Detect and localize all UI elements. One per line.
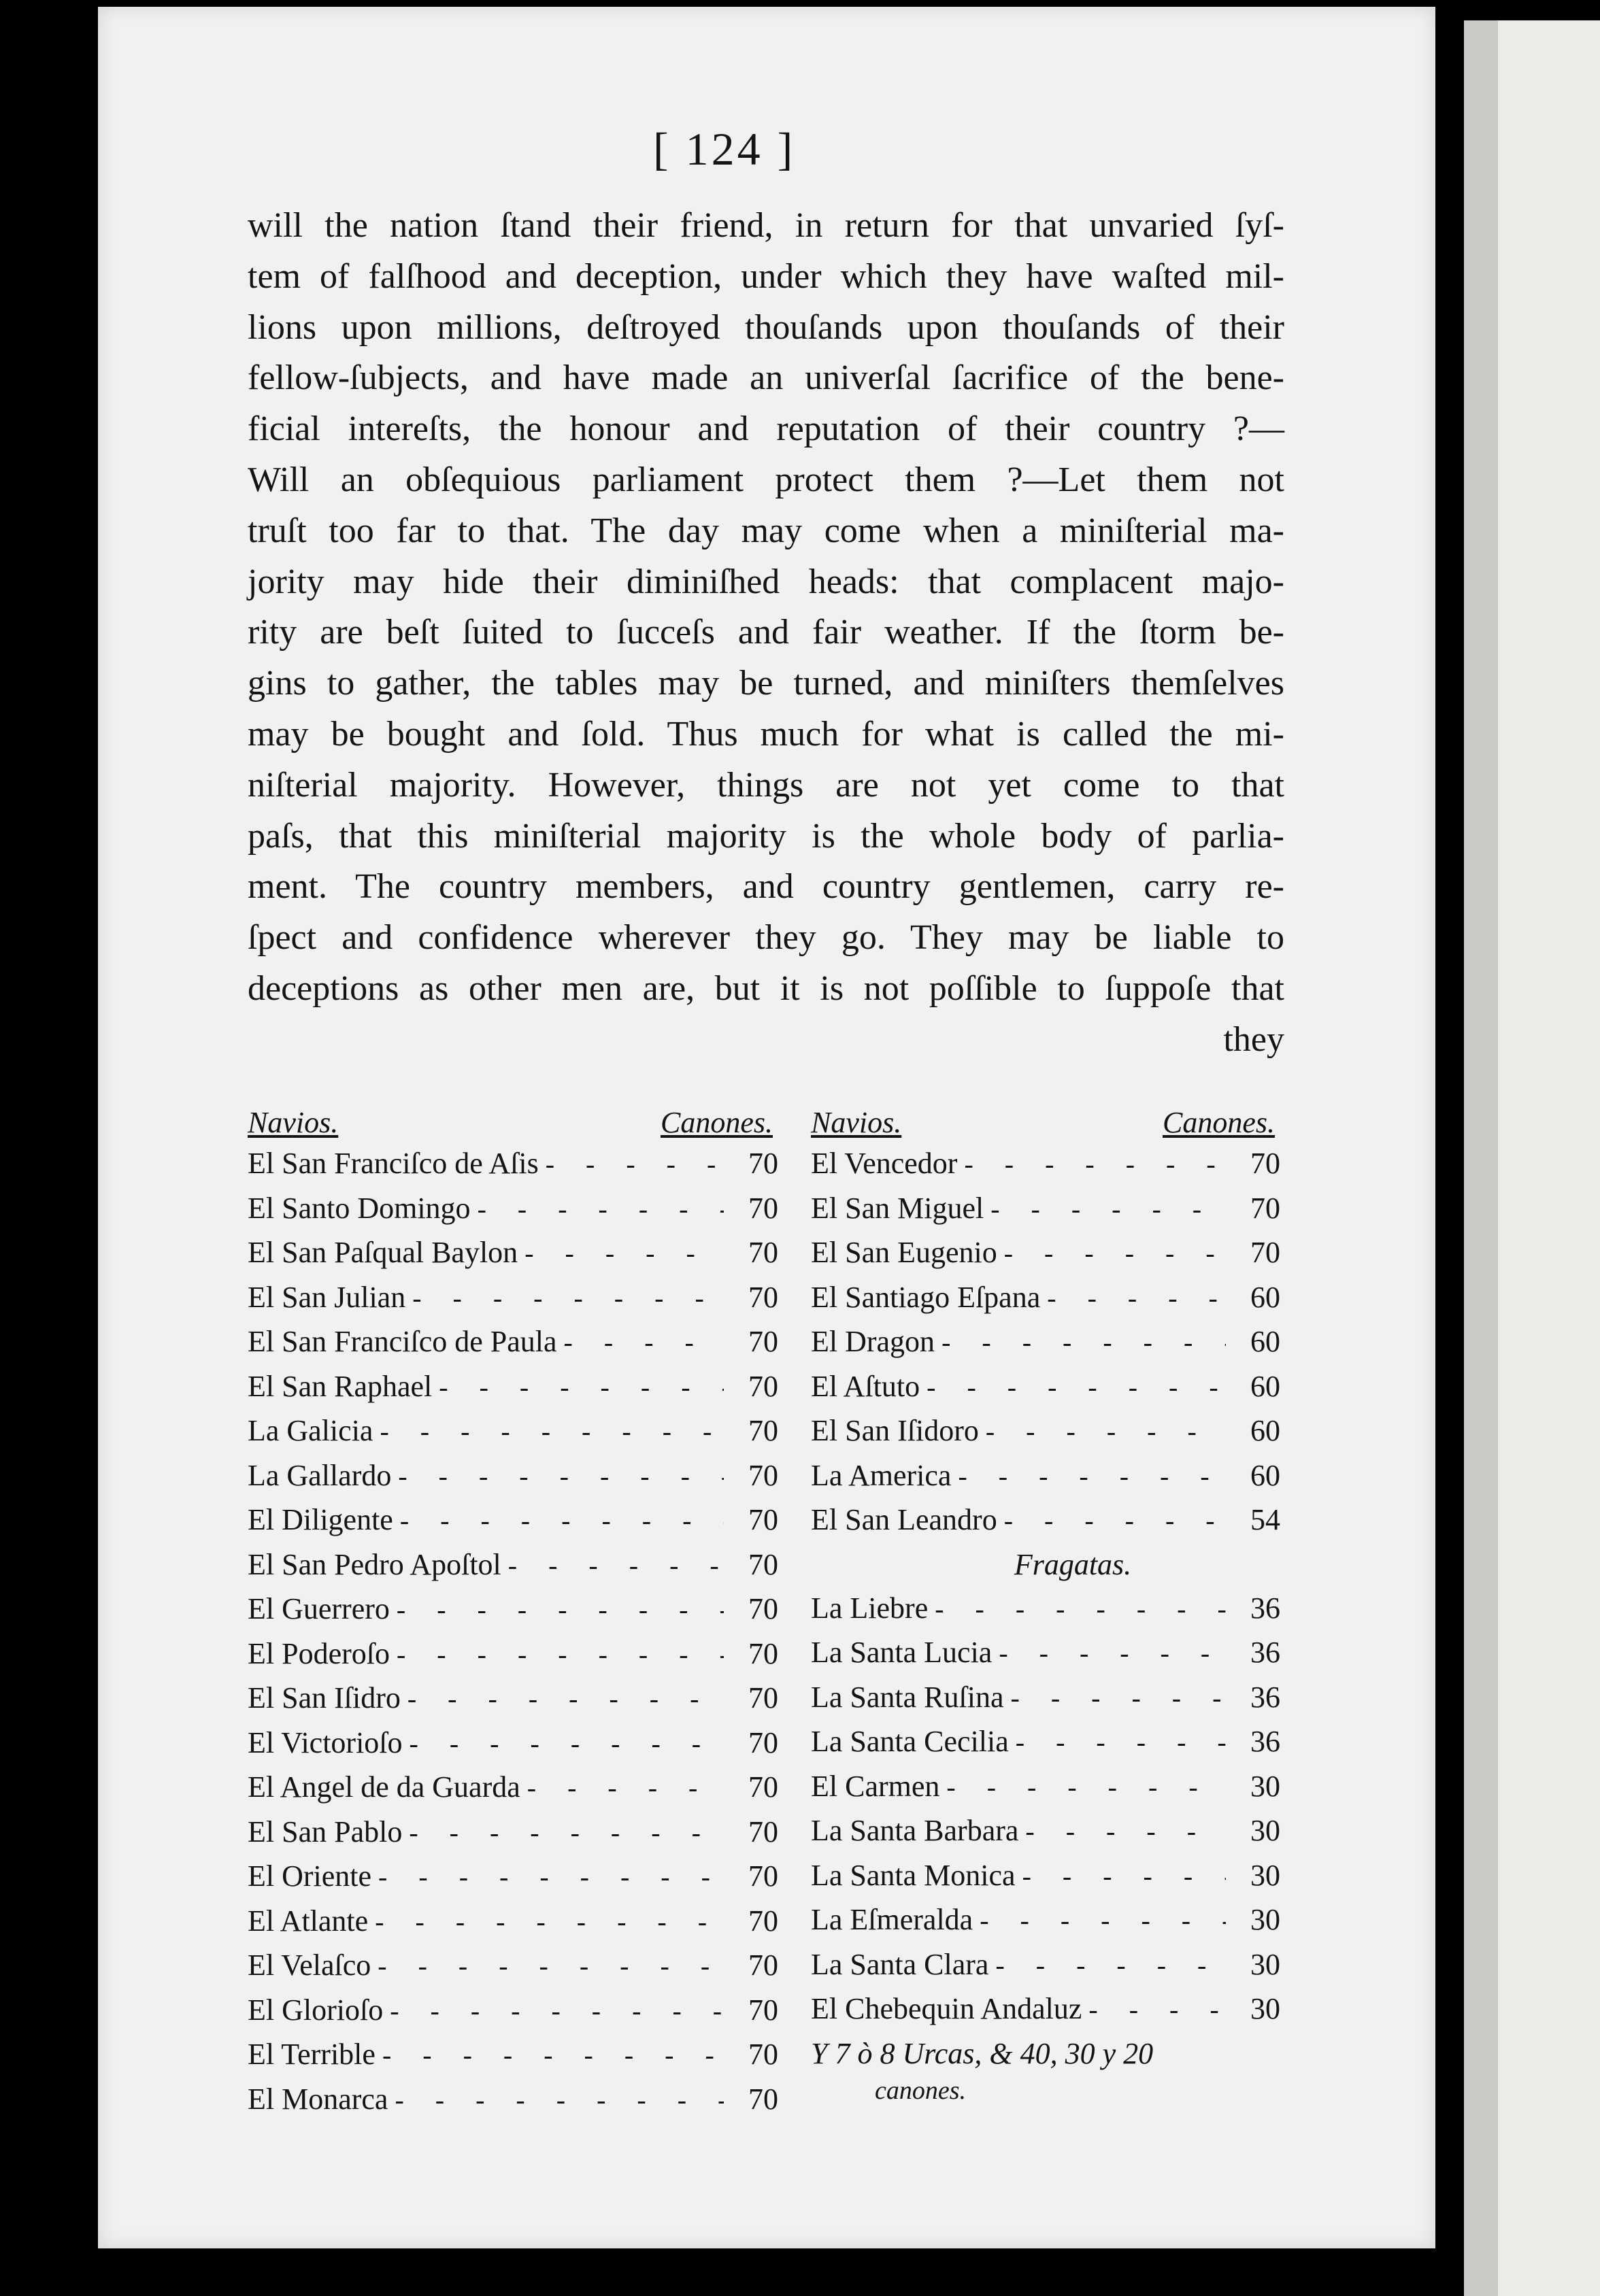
text-line: will the nation ſtand their friend, in return for that unvaried ſyſ- <box>248 206 1284 245</box>
ship-name: La Santa Monica <box>811 1858 1016 1892</box>
dot-leader <box>407 1683 724 1715</box>
ship-name: La Gallardo <box>248 1458 392 1492</box>
dot-leader <box>380 1415 724 1447</box>
ship-name: La Galicia <box>248 1414 373 1447</box>
ship-row <box>811 1324 1280 1369</box>
ship-row <box>248 2037 778 2082</box>
gun-count: 30 <box>1250 1814 1280 1847</box>
gun-count: 60 <box>1250 1280 1280 1314</box>
text-line: niſterial majority. However, things are not yet come to that <box>248 765 1284 805</box>
dot-leader <box>564 1326 724 1358</box>
gun-count: 70 <box>748 1191 778 1225</box>
dot-leader <box>409 1817 724 1848</box>
gun-count: 30 <box>1250 1769 1280 1803</box>
ship-name: El Santiago Eſpana <box>811 1280 1041 1314</box>
ship-name: El San Pedro Apoſtol <box>248 1547 501 1581</box>
ship-row <box>248 1948 778 1993</box>
gun-count: 70 <box>748 1770 778 1804</box>
text-line: may be bought and ſold. Thus much for what is called the mi- <box>248 714 1284 754</box>
frigates-subheading: Fragatas. <box>1014 1547 1132 1581</box>
gun-count: 70 <box>748 1236 778 1269</box>
dot-leader <box>935 1593 1226 1625</box>
ship-name: El Terrible <box>248 2038 376 2071</box>
gun-count: 54 <box>1250 1503 1280 1536</box>
text-line: deceptions as other men are, but it is not poſſible to ſuppoſe that <box>248 968 1284 1008</box>
ship-row <box>811 1813 1280 1858</box>
dot-leader <box>410 1727 724 1759</box>
ship-row <box>811 1902 1280 1947</box>
ship-name: El Diligente <box>248 1503 393 1536</box>
header-ships: Navios. <box>248 1106 339 1139</box>
dot-leader <box>412 1282 724 1314</box>
gun-count: 70 <box>748 1147 778 1180</box>
footnote-line: Y 7 ò 8 Urcas, & 40, 30 y 20 <box>811 2036 1154 2070</box>
ship-name: El San Pablo <box>248 1814 403 1848</box>
gun-count: 70 <box>748 1681 778 1715</box>
ship-row <box>811 1724 1280 1769</box>
dot-leader <box>390 1995 724 2027</box>
gun-count: 36 <box>1250 1636 1280 1669</box>
gun-count: 36 <box>1250 1680 1280 1714</box>
ship-row <box>811 1680 1280 1725</box>
ship-name: El Aſtuto <box>811 1369 920 1403</box>
dot-leader <box>941 1326 1226 1358</box>
dot-leader <box>1011 1682 1227 1714</box>
dot-leader <box>986 1415 1226 1447</box>
ship-row <box>811 1635 1280 1680</box>
ship-name: El Dragon <box>811 1325 935 1358</box>
ship-name: La Santa Lucia <box>811 1636 993 1669</box>
dot-leader <box>1022 1860 1226 1892</box>
ship-row <box>811 1458 1280 1503</box>
gun-count: 70 <box>748 2038 778 2071</box>
ship-row <box>811 1235 1280 1280</box>
dot-leader <box>398 1460 724 1492</box>
dot-leader <box>395 2084 724 2116</box>
ship-row <box>248 1324 778 1369</box>
ship-name: El Carmen <box>811 1769 940 1803</box>
gun-count: 30 <box>1250 1903 1280 1936</box>
gun-count: 60 <box>1250 1325 1280 1358</box>
dot-leader <box>1004 1237 1226 1269</box>
ship-name: El San Raphael <box>248 1369 433 1403</box>
gun-count: 70 <box>748 1280 778 1314</box>
dot-leader <box>378 1861 724 1893</box>
ship-row <box>811 1591 1280 1636</box>
ship-name: El San Iſidro <box>248 1681 401 1715</box>
ship-row <box>811 1858 1280 1903</box>
dot-leader <box>964 1148 1226 1180</box>
gun-count: 70 <box>748 2082 778 2116</box>
ship-row <box>811 1413 1280 1458</box>
page-number: [ 124 ] <box>653 123 796 175</box>
dot-leader <box>958 1460 1226 1492</box>
ship-row <box>811 1947 1280 1992</box>
ship-name: El San Leandro <box>811 1503 997 1536</box>
dot-leader <box>546 1148 724 1180</box>
dot-leader <box>1088 1993 1226 2025</box>
gun-count: 60 <box>1250 1458 1280 1492</box>
ship-name: El Chebequin Andaluz <box>811 1992 1082 2025</box>
ship-row <box>248 1636 778 1681</box>
gun-count: 70 <box>1250 1147 1280 1180</box>
gun-count: 70 <box>748 1458 778 1492</box>
ship-name: El Vencedor <box>811 1147 958 1180</box>
ship-name: La Santa Clara <box>811 1947 989 1981</box>
ship-row <box>248 1770 778 1814</box>
ship-name: El San Miguel <box>811 1191 984 1225</box>
dot-leader <box>400 1504 724 1536</box>
text-line: ſpect and confidence wherever they go. They may be liable to <box>248 918 1284 958</box>
ship-name: El Poderoſo <box>248 1636 390 1670</box>
ship-row <box>248 1591 778 1636</box>
ship-row <box>248 1725 778 1770</box>
ship-row <box>248 1681 778 1725</box>
dot-leader <box>382 2039 724 2071</box>
gun-count: 36 <box>1250 1725 1280 1758</box>
gun-count: 30 <box>1250 1858 1280 1892</box>
text-line: tem of falſhood and deception, under which they have waſted mil- <box>248 256 1284 296</box>
text-line: ficial intereſts, the honour and reputation of their country ?— <box>248 409 1284 449</box>
ship-name: La Eſmeralda <box>811 1903 973 1936</box>
ship-row <box>248 1814 778 1859</box>
gun-count: 70 <box>748 1325 778 1358</box>
text-line: lions upon millions, deſtroyed thouſands upon thouſands of their <box>248 307 1284 347</box>
text-line: jority may hide their diminiſhed heads: that complacent majo- <box>248 562 1284 601</box>
gun-count: 70 <box>748 1904 778 1938</box>
ship-name: El San Julian <box>248 1280 406 1314</box>
ship-name: La Liebre <box>811 1591 929 1625</box>
gun-count: 70 <box>748 1414 778 1447</box>
body-paragraph <box>248 201 1284 1066</box>
dot-leader <box>508 1549 724 1581</box>
dot-leader <box>1016 1726 1226 1758</box>
ship-row <box>811 1369 1280 1414</box>
header-guns: Canones. <box>1163 1106 1275 1139</box>
ship-row <box>248 1547 778 1592</box>
dot-leader <box>397 1593 724 1625</box>
ship-name: La America <box>811 1458 952 1492</box>
ship-row <box>248 1502 778 1547</box>
ship-name: El Monarca <box>248 2082 388 2116</box>
text-line: fellow-ſubjects, and have made an univerſal ſacrifice of the bene- <box>248 358 1284 398</box>
ship-name: El San Paſqual Baylon <box>248 1236 518 1269</box>
gun-count: 30 <box>1250 1992 1280 2025</box>
ship-row <box>248 1280 778 1325</box>
ship-name: El San Eugenio <box>811 1236 997 1269</box>
dot-leader <box>990 1193 1226 1225</box>
facing-page-edge <box>1464 20 1600 2296</box>
header-ships: Navios. <box>811 1106 902 1139</box>
ship-name: El Santo Domingo <box>248 1191 471 1225</box>
ship-name: El Velaſco <box>248 1948 371 1982</box>
column-header <box>811 1105 1280 1146</box>
gun-count: 70 <box>748 1993 778 2027</box>
dot-leader <box>478 1193 724 1225</box>
ship-row <box>248 1859 778 1904</box>
dot-leader <box>980 1904 1226 1936</box>
dot-leader <box>527 1772 724 1804</box>
dot-leader <box>927 1371 1226 1403</box>
ship-name: El Victorioſo <box>248 1725 403 1759</box>
ship-row <box>811 1769 1280 1814</box>
dot-leader <box>1004 1504 1226 1536</box>
gun-count: 30 <box>1250 1947 1280 1981</box>
gun-count: 70 <box>1250 1191 1280 1225</box>
ship-row <box>248 2082 778 2127</box>
gun-count: 70 <box>748 1725 778 1759</box>
gun-count: 70 <box>748 1814 778 1848</box>
ship-row <box>248 1458 778 1503</box>
dot-leader <box>1025 1815 1226 1847</box>
dot-leader <box>524 1237 724 1269</box>
dot-leader <box>946 1771 1226 1803</box>
text-line: rity are beſt ſuited to ſucceſs and fair weather. If the ſtorm be- <box>248 613 1284 652</box>
dot-leader <box>995 1949 1226 1981</box>
column-header <box>248 1105 778 1146</box>
gun-count: 36 <box>1250 1591 1280 1625</box>
gun-count: 60 <box>1250 1414 1280 1447</box>
ship-name: El Guerrero <box>248 1592 390 1625</box>
gun-count: 60 <box>1250 1369 1280 1403</box>
dot-leader <box>378 1950 724 1982</box>
footnote-line: canones. <box>875 2076 967 2105</box>
dot-leader <box>1047 1282 1226 1314</box>
dot-leader <box>439 1371 724 1403</box>
ship-row <box>811 1280 1280 1325</box>
gun-count: 70 <box>1250 1236 1280 1269</box>
dot-leader <box>999 1637 1226 1669</box>
ship-name: La Santa Ruſina <box>811 1680 1004 1714</box>
ship-row <box>248 1413 778 1458</box>
ship-row <box>811 1146 1280 1191</box>
gun-count: 70 <box>748 1948 778 1982</box>
ship-row <box>248 1993 778 2038</box>
fleet-column-left <box>248 1105 778 2126</box>
ship-name: El Oriente <box>248 1859 372 1893</box>
ship-name: El Glorioſo <box>248 1993 384 2027</box>
ship-row <box>248 1369 778 1414</box>
ship-row <box>811 1502 1280 1547</box>
text-line: gins to gather, the tables may be turned, and miniſters themſelves <box>248 664 1284 703</box>
text-line: ment. The country members, and country gentlemen, carry re- <box>248 867 1284 907</box>
ship-name: El San Iſidoro <box>811 1414 979 1447</box>
gun-count: 70 <box>748 1636 778 1670</box>
ship-row <box>248 1191 778 1236</box>
ship-name: El San Franciſco de Paula <box>248 1325 557 1358</box>
ship-name: El San Franciſco de Aſis <box>248 1147 539 1180</box>
text-line: truſt too far to that. The day may come when a miniſterial ma- <box>248 511 1284 550</box>
ship-row <box>811 1191 1280 1236</box>
gun-count: 70 <box>748 1859 778 1893</box>
dot-leader <box>375 1906 724 1938</box>
ship-name: El Atlante <box>248 1904 369 1938</box>
gun-count: 70 <box>748 1369 778 1403</box>
ship-name: El Angel de da Guarda <box>248 1770 520 1804</box>
ship-row <box>811 1991 1280 2036</box>
ship-row <box>248 1235 778 1280</box>
ship-row <box>248 1904 778 1948</box>
text-line: they <box>1223 1019 1284 1059</box>
header-guns: Canones. <box>661 1106 773 1139</box>
fleet-column-right <box>811 1105 1280 2106</box>
gun-count: 70 <box>748 1592 778 1625</box>
text-line: Will an obſequious parliament protect them ?—Let them not <box>248 460 1284 499</box>
ship-name: La Santa Barbara <box>811 1814 1019 1847</box>
dot-leader <box>397 1638 724 1670</box>
text-line: paſs, that this miniſterial majority is the whole body of parlia- <box>248 816 1284 856</box>
ship-name: La Santa Cecilia <box>811 1725 1009 1758</box>
ship-row <box>248 1146 778 1191</box>
gun-count: 70 <box>748 1547 778 1581</box>
gun-count: 70 <box>748 1503 778 1536</box>
